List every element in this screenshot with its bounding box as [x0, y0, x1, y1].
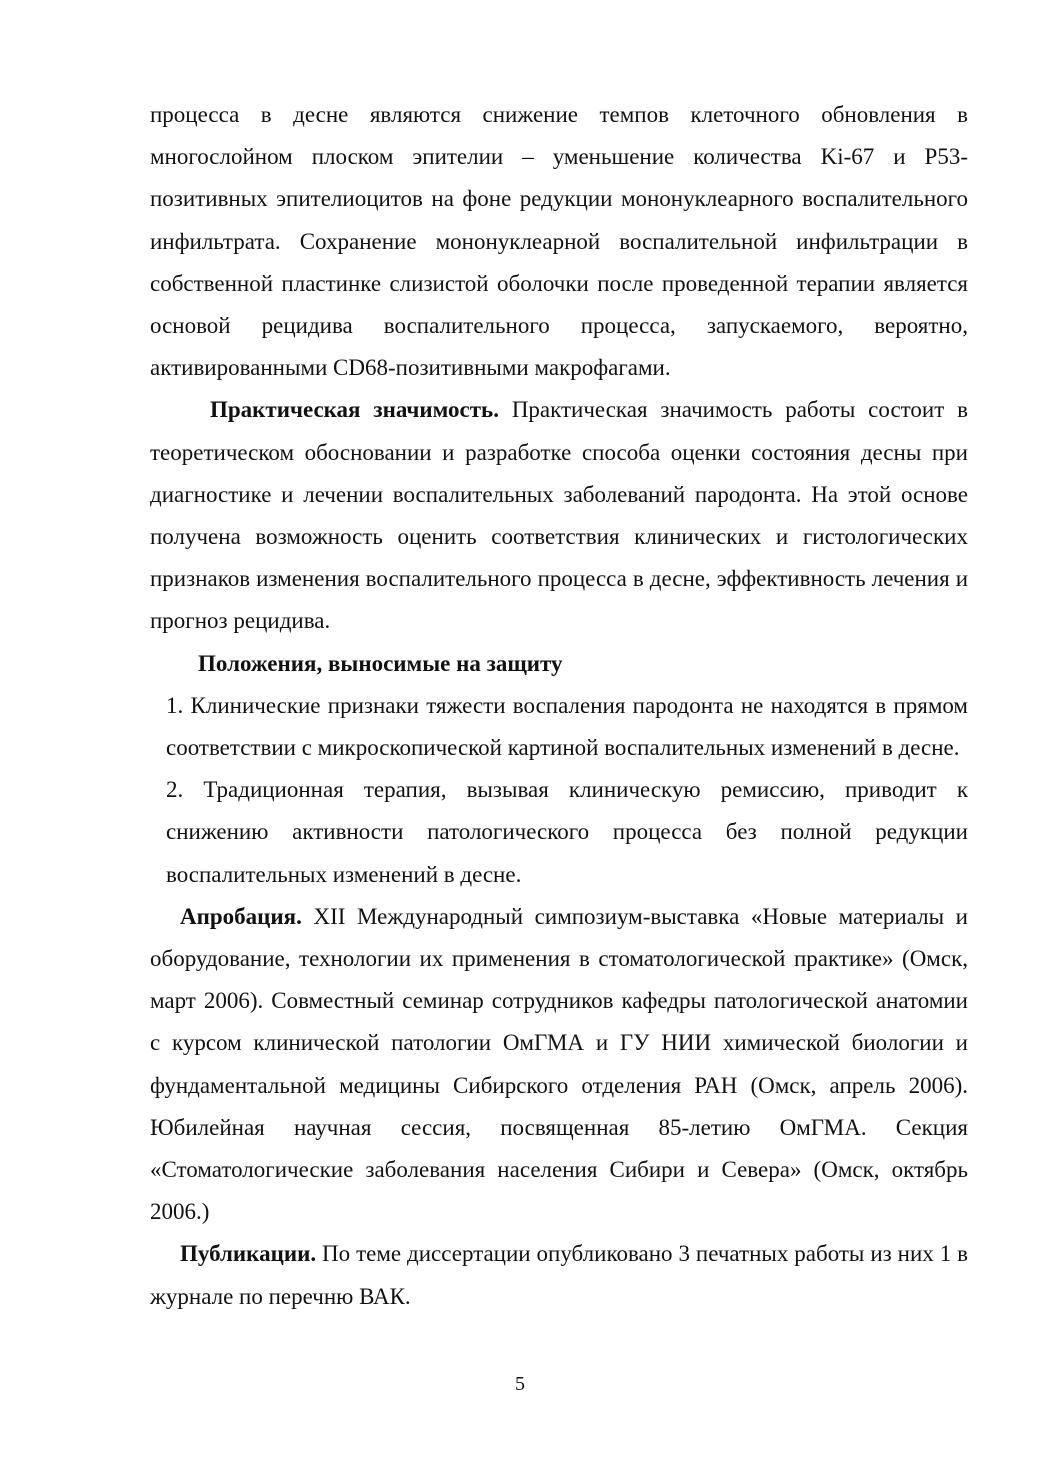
- approbation-title: Апробация.: [180, 903, 302, 929]
- list-item: [150, 685, 968, 769]
- publications-paragraph: [150, 1233, 968, 1317]
- approbation-text: XII Международный симпозиум-выставка «Новые материалы и оборудование, технологии их применения в стоматологической практике» (Омск, март 2006). Совместный семинар сотрудников кафедры патологической анатомии с курсом клинической патологии ОмГМА и ГУ НИИ химической биологии и фундаментальной медицины Сибирского отделения РАН (Омск, апрель 2006). Юбилейная научная сессия, посвященная 85-летию ОмГМА. Секция «Стоматологические заболевания населения Сибири и Севера» (Омск, октябрь 2006.): [150, 903, 968, 1225]
- approbation-paragraph: [150, 896, 968, 1234]
- defense-list: [150, 685, 968, 896]
- defense-heading: Положения, выносимые на защиту: [198, 650, 563, 676]
- paragraph-text: процесса в десне являются снижение темпов клеточного обновления в многослойном плоском эпителии – уменьшение количества Ki-67 и P53-позитивных эпителиоцитов на фоне редукции мононуклеарного воспалительного инфильтрата. Сохранение мононуклеарной воспалительной инфильтрации в собственной пластинке слизистой оболочки после проведенной терапии является основой рецидива воспалительного процесса, запускаемого, вероятно, активированными CD68-позитивными макрофагами.: [150, 102, 968, 381]
- publications-text: По теме диссертации опубликовано 3 печатных работы из них 1 в журнале по перечню ВАК.: [150, 1241, 968, 1309]
- practical-significance-title: Практическая значимость.: [210, 397, 499, 423]
- publications-title: Публикации.: [180, 1241, 317, 1267]
- body-paragraph: [150, 94, 968, 389]
- page-body: [150, 94, 968, 1318]
- list-item-text: 1. Клинические признаки тяжести воспаления пародонта не находятся в прямом соответствии с микроскопической картиной воспалительных изменений в десне.: [166, 692, 968, 761]
- practical-significance-text: Практическая значимость работы состоит в теоретическом обосновании и разработке способа оценки состояния десны при диагностике и лечении воспалительных заболеваний пародонта. На этой основе получена возможность оценить соответствия клинических и гистологических признаков изменения воспалительного процесса в десне, эффективность лечения и прогноз рецидива.: [150, 397, 968, 634]
- list-item-text: 2. Традиционная терапия, вызывая клиническую ремиссию, приводит к снижению активности патологического процесса без полной редукции воспалительных изменений в десне.: [166, 777, 968, 887]
- page-number: 5: [515, 1373, 525, 1395]
- practical-significance-paragraph: [150, 389, 968, 642]
- list-item: [150, 769, 968, 896]
